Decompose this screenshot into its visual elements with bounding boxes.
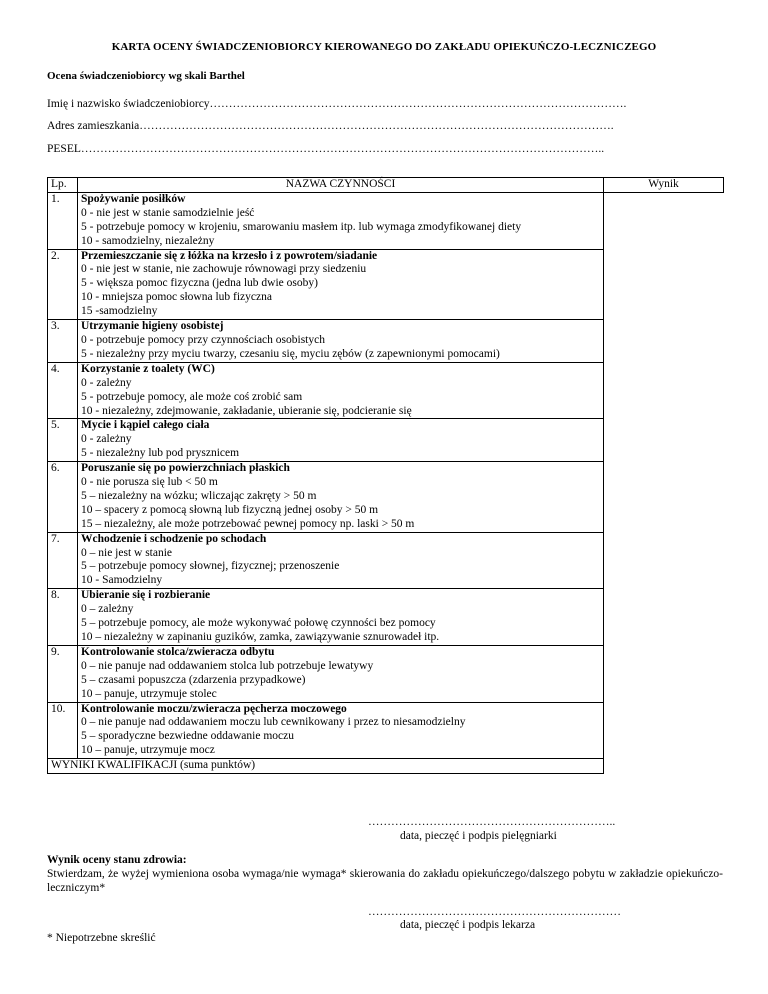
score-option: 10 – spacery z pomocą słowną lub fizyczną jednej osoby > 50 m [81, 503, 379, 516]
row-number: 10. [48, 702, 78, 759]
row-number: 5. [48, 419, 78, 462]
activity-title: Ubieranie się i rozbieranie [81, 589, 211, 602]
row-number: 7. [48, 532, 78, 589]
score-option: 0 - potrzebuje pomocy przy czynnościach osobistych [81, 333, 325, 346]
row-number: 8. [48, 589, 78, 646]
table-row [48, 320, 724, 363]
table-row [48, 192, 724, 249]
table-row [48, 419, 724, 462]
barthel-table [47, 177, 724, 774]
row-number: 9. [48, 645, 78, 702]
activity-title: Spożywanie posiłków [81, 192, 186, 205]
activity-title: Poruszanie się po powierzchniach płaskich [81, 462, 290, 475]
address-field: Adres zamieszkania……………………………………………………………………………………………………………. [47, 120, 614, 132]
table-row [48, 462, 724, 533]
row-number: 4. [48, 362, 78, 419]
nurse-signature-dots: ……………………………………………………….. [368, 816, 616, 828]
activity-title: Mycie i kąpiel całego ciała [81, 419, 210, 432]
score-option: 0 - nie jest w stanie samodzielnie jeść [81, 206, 255, 219]
score-option: 15 – niezależny, ale może potrzebować pewnej pomocy np. laski > 50 m [81, 517, 415, 530]
score-option: 5 – czasami popuszcza (zdarzenia przypadkowe) [81, 673, 306, 686]
doctor-signature-caption: data, pieczęć i podpis lekarza [400, 919, 536, 931]
row-number: 2. [48, 249, 78, 320]
activity-cell [78, 462, 604, 533]
score-option: 5 - większa pomoc fizyczna (jedna lub dwie osoby) [81, 277, 318, 290]
score-option: 10 - mniejsza pomoc słowna lub fizyczna [81, 291, 272, 304]
score-option: 0 – nie panuje nad oddawaniem moczu lub cewnikowany i przez to niesamodzielny [81, 716, 466, 729]
score-option: 0 – nie panuje nad oddawaniem stolca lub potrzebuje lewatywy [81, 659, 374, 672]
activity-cell [78, 362, 604, 419]
score-option: 5 – niezależny na wózku; wliczając zakręty > 50 m [81, 489, 317, 502]
nurse-signature-caption: data, pieczęć i podpis pielęgniarki [400, 830, 557, 842]
score-option: 5 – potrzebuje pomocy, ale może wykonywać połowę czynności bez pomocy [81, 617, 436, 630]
table-row [48, 362, 724, 419]
activity-cell [78, 320, 604, 363]
health-heading: Wynik oceny stanu zdrowia: [47, 854, 187, 866]
score-option: 0 - zależny [81, 376, 132, 389]
score-option: 5 - niezależny przy myciu twarzy, czesaniu się, myciu zębów (z zapewnionymi pomocami) [81, 347, 500, 360]
activity-cell [78, 249, 604, 320]
name-field: Imię i nazwisko świadczeniobiorcy………………………………………………………………………………………………. [47, 98, 627, 110]
table-header-row [48, 178, 724, 193]
score-option: 5 - potrzebuje pomocy w krojeniu, smarowaniu masłem itp. lub wymaga zmodyfikowanej diety [81, 220, 522, 233]
score-option: 10 – panuje, utrzymuje stolec [81, 687, 217, 700]
header-lp: Lp. [48, 178, 78, 193]
row-number: 1. [48, 192, 78, 249]
header-result: Wynik [648, 178, 679, 190]
document-title: KARTA OCENY ŚWIADCZENIOBIORCY KIEROWANEGO DO ZAKŁADU OPIEKUŃCZO-LECZNICZEGO [111, 41, 657, 53]
activity-title: Kontrolowanie moczu/zwieracza pęcherza moczowego [81, 702, 347, 715]
table-row [48, 532, 724, 589]
table-row [48, 249, 724, 320]
activity-title: Kontrolowanie stolca/zwieracza odbytu [81, 645, 275, 658]
summary-row [48, 759, 724, 774]
score-option: 0 – nie jest w stanie [81, 546, 173, 559]
activity-cell [78, 645, 604, 702]
footnote: * Niepotrzebne skreślić [47, 932, 156, 944]
result-column [604, 178, 724, 193]
score-option: 10 - Samodzielny [81, 574, 163, 587]
score-option: 5 - potrzebuje pomocy, ale może coś zrobić sam [81, 390, 303, 403]
score-option: 0 - nie jest w stanie, nie zachowuje równowagi przy siedzeniu [81, 263, 367, 276]
table-row [48, 645, 724, 702]
score-option: 5 – sporadyczne bezwiedne oddawanie moczu [81, 730, 294, 743]
activity-cell [78, 702, 604, 759]
header-activity: NAZWA CZYNNOŚCI [78, 178, 604, 193]
score-option: 0 - nie porusza się lub < 50 m [81, 476, 218, 489]
activity-title: Korzystanie z toalety (WC) [81, 362, 215, 375]
activity-cell [78, 589, 604, 646]
activity-title: Przemieszczanie się z łóżka na krzesło i z powrotem/siadanie [81, 249, 378, 262]
table-body [48, 192, 724, 773]
health-statement: Stwierdzam, że wyżej wymieniona osoba wymaga/nie wymaga* skierowania do zakładu opiekuńczego/dalszego pobytu w zakładzie opiekuńczo-leczniczym* [47, 868, 723, 894]
scale-subtitle: Ocena świadczeniobiorcy wg skali Barthel [47, 70, 245, 82]
score-option: 10 – niezależny w zapinaniu guzików, zamka, zawiązywanie sznurowadeł itp. [81, 631, 440, 643]
row-number: 3. [48, 320, 78, 363]
score-option: 10 - niezależny, zdejmowanie, zakładanie, ubieranie się, podcieranie się [81, 404, 412, 417]
score-option: 0 - zależny [81, 433, 132, 446]
activity-title: Utrzymanie higieny osobistej [81, 320, 224, 333]
activity-cell [78, 192, 604, 249]
doctor-signature-dots: ………………………………………………………… [368, 906, 621, 918]
table-row [48, 589, 724, 646]
score-option: 0 – zależny [81, 603, 134, 616]
score-option: 5 – potrzebuje pomocy słownej, fizycznej; przenoszenie [81, 560, 340, 573]
score-option: 10 – panuje, utrzymuje mocz [81, 744, 215, 757]
table-row [48, 702, 724, 759]
activity-title: Wchodzenie i schodzenie po schodach [81, 532, 267, 545]
activity-cell [78, 532, 604, 589]
activity-cell [78, 419, 604, 462]
score-option: 15 -samodzielny [81, 305, 158, 318]
score-option: 10 - samodzielny, niezależny [81, 234, 215, 247]
score-option: 5 - niezależny lub pod prysznicem [81, 447, 240, 460]
summary-label: WYNIKI KWALIFIKACJI (suma punktów) [48, 759, 604, 774]
pesel-field: PESEL……………………………………………………………………………………………………………………….. [47, 143, 605, 155]
row-number: 6. [48, 462, 78, 533]
